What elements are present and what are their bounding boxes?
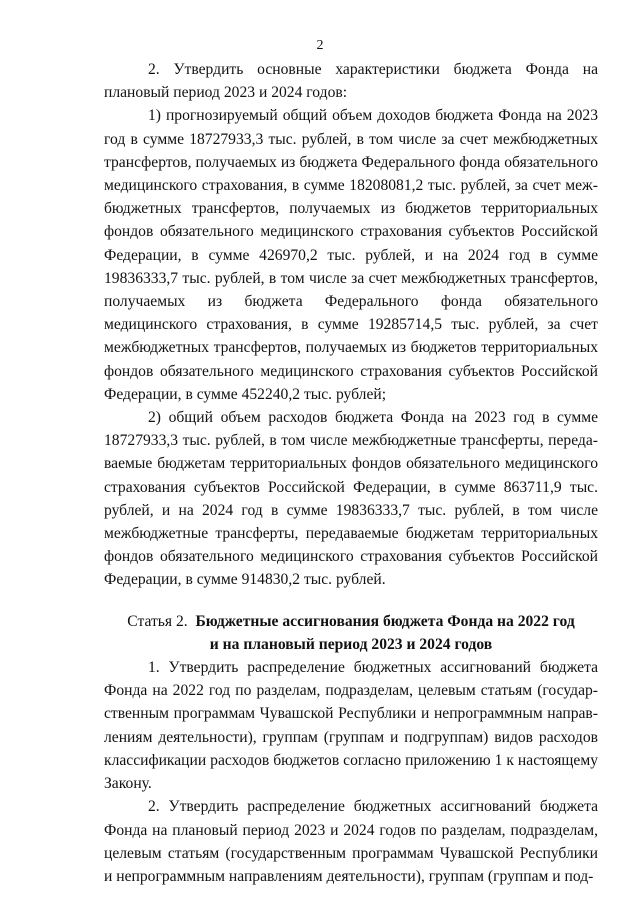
paragraph-expenditure-total: 2) общий объем расходов бюджета Фонда на 2023 год в сумме 18727933,3 тыс. рублей, в том числе межбюджетные трансферты, передаваемые бюджетам территориальных фондов обязательного медицинского страхования субъектов Российской Федерации, в сумме 863711,9 тыс. рублей, и на 2024 год в сумме 19836333,7 тыс. рублей, в том числе межбюджетные трансферты, передаваемые бюджетам территориальных фондов обязательного медицинского страхования субъектов Российской Федерации, в сумме 914830,2 тыс. рублей. <box>104 409 598 589</box>
page-number: 2 <box>316 38 324 53</box>
paragraph-main-characteristics: 2. Утвердить основные характеристики бюджета Фонда на плановый период 2023 и 2024 годов: <box>104 61 598 102</box>
paragraph-allocation-2022: 1. Утвердить распределение бюджетных ассигнований бюджета Фонда на 2022 год по разделам, подразделам, целевым статьям (государственным программам Чувашской Республики и непрограммным направлениям деятельности), группам (группам и подгруппам) видов расходов классификации расходов бюджетов согласно приложению 1 к настоящему Закону. <box>104 659 598 793</box>
article-title-line1: Бюджетные ассигнования бюджета Фонда на 2022 год <box>195 612 575 630</box>
article-heading <box>104 610 598 656</box>
article-label: Статья 2. <box>127 612 188 630</box>
article-title-line2: и на плановый период 2023 и 2024 годов <box>209 635 493 653</box>
paragraph-allocation-2023-2024: 2. Утвердить распределение бюджетных ассигнований бюджета Фонда на плановый период 2023 и 2024 годов по разделам, подразделам, целевым статьям (государственным программам Чувашской Республики и непрограммным направлениям деятельности), группам (группам и под- <box>104 798 598 885</box>
paragraph-revenue-forecast: 1) прогнозируемый общий объем доходов бюджета Фонда на 2023 год в сумме 18727933,3 тыс. рублей, в том числе за счет межбюджетных трансфертов, получаемых из бюджета Федерального фонда обязательного медицинского страхования, в сумме 18208081,2 тыс. рублей, за счет межбюджетных трансфертов, получаемых из бюджетов территориальных фондов обязательного медицинского страхования субъектов Российской Федерации, в сумме 426970,2 тыс. рублей, и на 2024 год в сумме 19836333,7 тыс. рублей, в том числе за счет межбюджетных трансфертов, получаемых из бюджета Федерального фонда обязательного медицинского страхования, в сумме 19285714,5 тыс. рублей, за счет межбюджетных трансфертов, получаемых из бюджетов территориальных фондов обязательного медицинского страхования субъектов Российской Федерации, в сумме 452240,2 тыс. рублей; <box>104 107 598 403</box>
document-body <box>104 58 598 888</box>
